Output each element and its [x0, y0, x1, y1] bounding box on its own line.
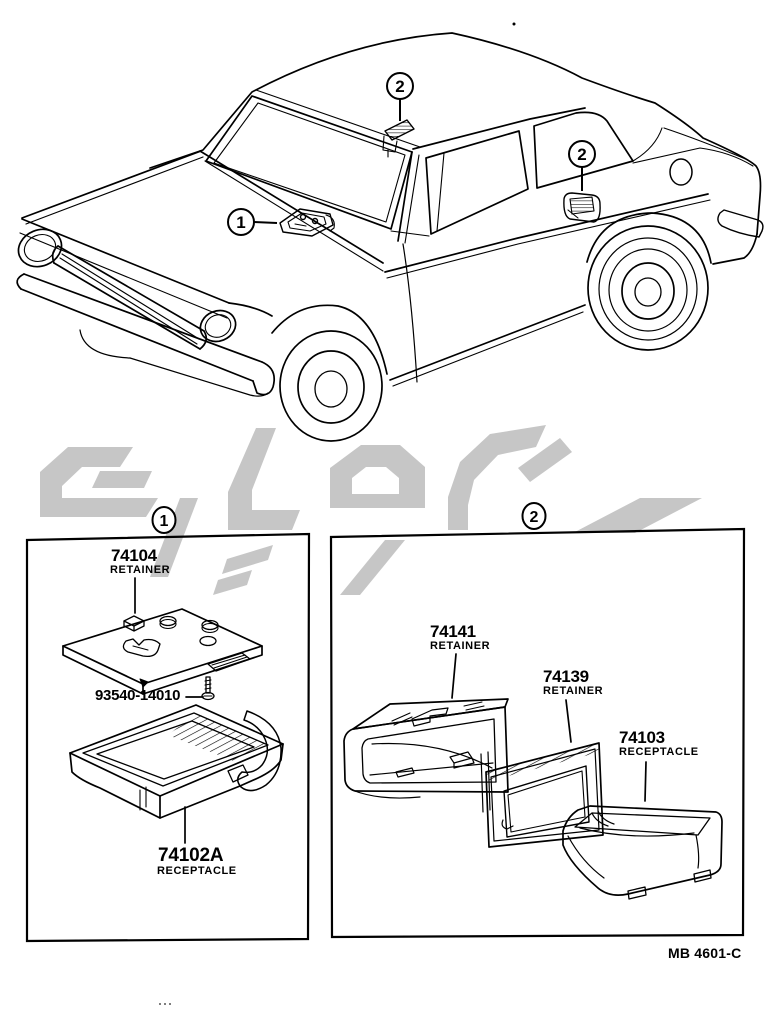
part-name-74141: RETAINER: [430, 640, 491, 652]
scan-specks: [159, 1003, 171, 1005]
callout-1-front: [228, 209, 277, 235]
part-number-74103: 74103: [619, 728, 665, 747]
callout-2-quarter: [569, 141, 595, 191]
part-number-74104: 74104: [111, 546, 157, 565]
part-number-74102A: 74102A: [158, 845, 224, 866]
leader-74141: [452, 654, 456, 698]
drawing-retainer-74141: [344, 699, 508, 812]
panel-left-callout: [153, 507, 176, 533]
part-name-74139: RETAINER: [543, 685, 604, 697]
fuel-cap: [670, 159, 692, 185]
svg-text:1: 1: [159, 513, 169, 530]
car-part-front-ashtray: [280, 209, 334, 236]
svg-text:1: 1: [236, 213, 246, 232]
drawing-retainer-74139: [486, 743, 603, 847]
svg-text:2: 2: [395, 77, 405, 96]
headlights: [13, 223, 240, 347]
part-number-74141: 74141: [430, 622, 476, 641]
leader-74103: [645, 762, 646, 801]
callout-2-roof: [387, 73, 413, 121]
print-speck: [513, 23, 516, 26]
panel-right-frame: [331, 529, 744, 937]
front-bumper: [17, 274, 274, 396]
leader-74139: [566, 700, 571, 742]
page-code: MB 4601-C: [668, 945, 742, 961]
drawing-receptacle-74102A: [70, 705, 283, 818]
part-name-74104: RETAINER: [110, 564, 171, 576]
drawing-retainer-74104: [63, 609, 262, 694]
part-number-93540-14010: 93540-14010: [95, 687, 181, 704]
part-number-74139: 74139: [543, 667, 589, 686]
panel-right-callout: [523, 503, 546, 529]
car-part-quarter-retainer: [564, 193, 600, 222]
rear-details: [670, 159, 763, 237]
drawing-screw-93540: [202, 677, 214, 700]
front-wheel: [280, 331, 382, 441]
panel-right-drawings: [344, 654, 722, 899]
svg-text:2: 2: [577, 145, 587, 164]
rear-wheel: [588, 226, 708, 350]
part-name-74103: RECEPTACLE: [619, 746, 699, 758]
drawing-receptacle-74103: [563, 806, 722, 899]
svg-text:2: 2: [529, 509, 539, 526]
part-name-74102A: RECEPTACLE: [157, 865, 237, 877]
panel-left-drawings: [63, 578, 283, 843]
